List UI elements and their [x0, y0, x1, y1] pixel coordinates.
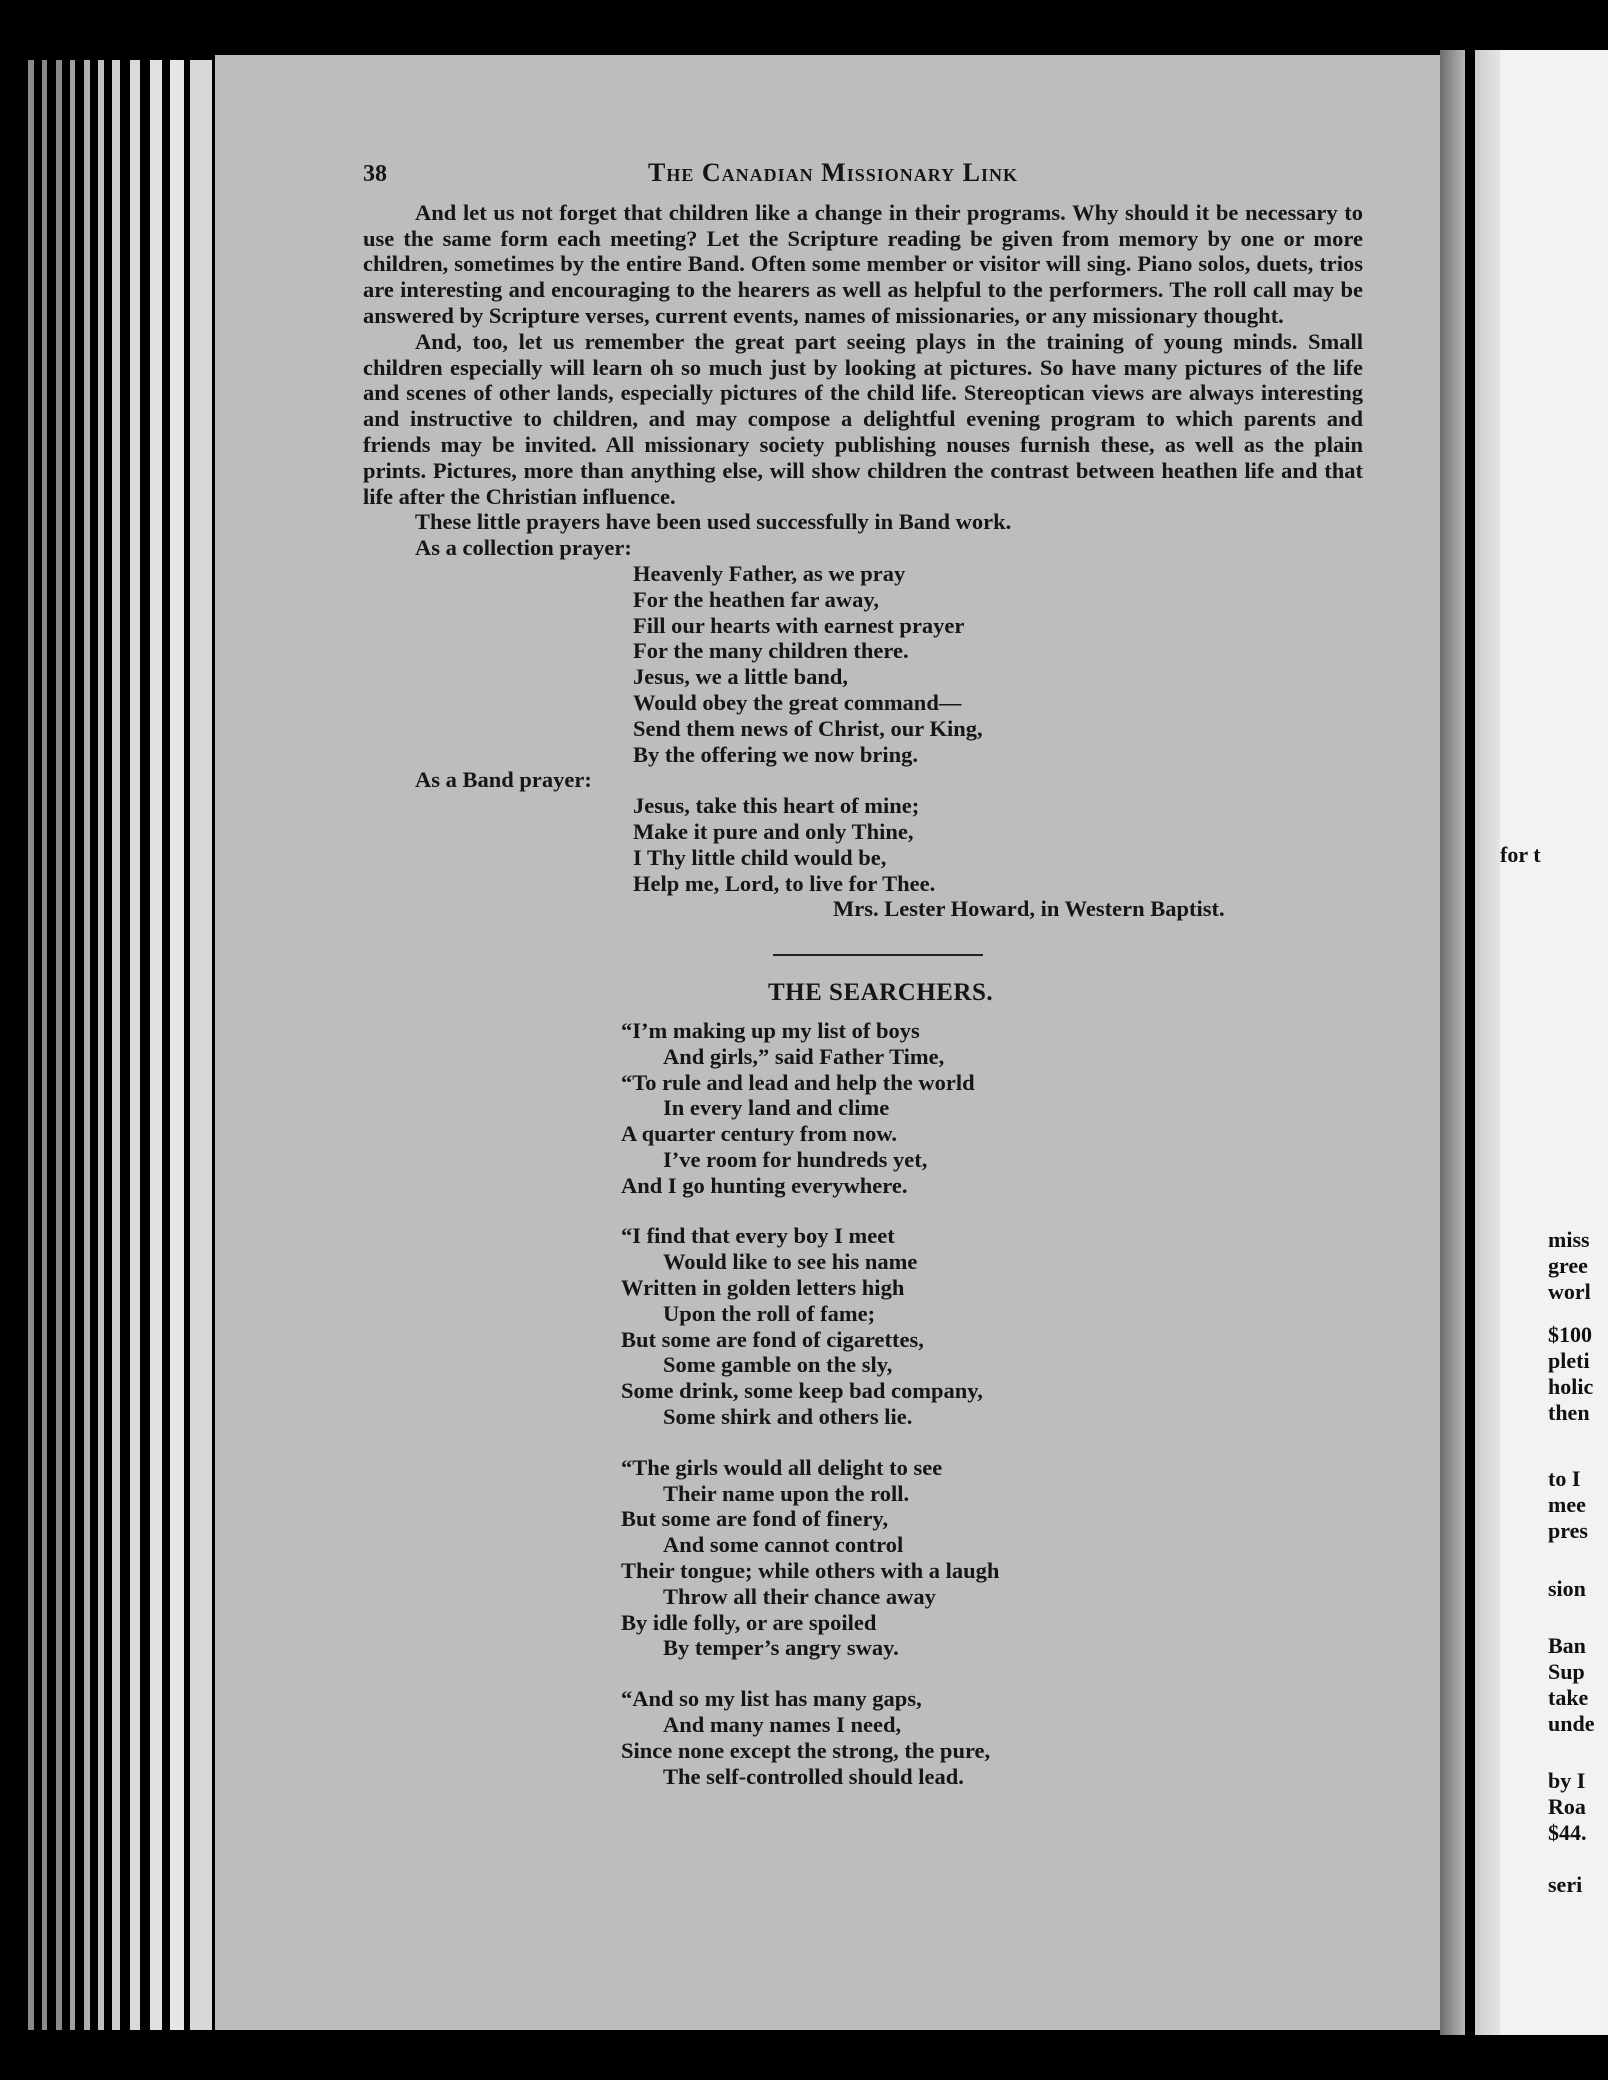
left-page [215, 55, 1450, 2030]
prayer-line: Would obey the great command— [633, 689, 962, 715]
page-number: 38 [363, 161, 387, 187]
poem-line: By temper’s angry sway. [663, 1635, 899, 1661]
poem-line: I’ve room for hundreds yet, [663, 1146, 928, 1172]
poem-line: The self-controlled should lead. [663, 1763, 964, 1789]
right-page-fragment: take [1548, 1685, 1589, 1710]
right-page-fragment: gree [1548, 1253, 1588, 1278]
poem-stanza [621, 1686, 1363, 1789]
poem-line: “The girls would all delight to see [621, 1454, 943, 1480]
poem-line: A quarter century from now. [621, 1121, 898, 1147]
poem-line: “I’m making up my list of boys [621, 1017, 920, 1043]
poem-body [621, 1018, 1363, 1790]
book-page-edges [0, 0, 230, 2080]
poem-line: Written in golden letters high [621, 1275, 905, 1301]
right-page-fragment: worl [1548, 1279, 1591, 1304]
band-prayer-intro: As a Band prayer: [415, 767, 592, 793]
prayer-line: I Thy little child would be, [633, 844, 887, 870]
right-page-fragment: sion [1548, 1576, 1586, 1601]
poem-line: Some shirk and others lie. [663, 1404, 913, 1430]
right-page-fragment: $100 [1548, 1322, 1592, 1347]
prayer-line: For the heathen far away, [633, 586, 880, 612]
prayer-line: By the offering we now bring. [633, 741, 918, 767]
prayer-line: Send them news of Christ, our King, [633, 715, 983, 741]
poem-line: Some drink, some keep bad company, [621, 1378, 983, 1404]
right-page-fragment: Ban [1548, 1633, 1586, 1658]
right-page-fragment: pleti [1548, 1348, 1590, 1373]
page-content [363, 160, 1363, 1814]
right-page-fragment: pres [1548, 1518, 1588, 1543]
poem-line: “And so my list has many gaps, [621, 1686, 922, 1712]
running-header [363, 160, 1363, 188]
running-title: The Canadian Missionary Link [648, 158, 1018, 187]
right-page-fragment: by I [1548, 1768, 1586, 1793]
prayer-line: Fill our hearts with earnest prayer [633, 612, 965, 638]
poem-line: Their tongue; while others with a laugh [621, 1558, 1000, 1584]
collection-prayer [633, 561, 1363, 767]
poem-line: “To rule and lead and help the world [621, 1069, 975, 1095]
poem-line: Throw all their chance away [663, 1583, 936, 1609]
poem-line: Some gamble on the sly, [663, 1352, 893, 1378]
poem-line: By idle folly, or are spoiled [621, 1609, 877, 1635]
right-page-fragment: for t [1500, 842, 1541, 867]
band-prayer [633, 793, 1363, 896]
right-page-fragment: then [1548, 1400, 1590, 1425]
right-page-fragment: Roa [1548, 1794, 1586, 1819]
prayer-line: Heavenly Father, as we pray [633, 560, 906, 586]
collection-prayer-intro: As a collection prayer: [415, 535, 632, 561]
prayer-line: Help me, Lord, to live for Thee. [633, 870, 936, 896]
poem-line: And I go hunting everywhere. [621, 1172, 908, 1198]
prayer-line: Jesus, take this heart of mine; [633, 793, 920, 819]
paragraph-programs: And let us not forget that children like a change in their programs. Why should it be necessary to use the same form each meeting? Let the Scripture reading be given from memory by one or more children, sometimes by the entire Band. Often some member or visitor will sing. Piano solos, duets, trios are interesting and encouraging to the hearers as well as helpful to the performers. The roll call may be answered by Scripture verses, current events, names of missionaries, or any missionary thought. [363, 199, 1363, 328]
right-page-edge [1500, 50, 1608, 2035]
right-page-fragment: miss [1548, 1227, 1590, 1252]
right-page-fragment: holic [1548, 1374, 1594, 1399]
poem-line: And girls,” said Father Time, [663, 1043, 945, 1069]
right-page-fragment: Sup [1548, 1659, 1585, 1684]
right-page-fragment: to I [1548, 1466, 1581, 1491]
poem-line: Their name upon the roll. [663, 1480, 910, 1506]
prayer-line: For the many children there. [633, 638, 909, 664]
poem-stanza [621, 1018, 1363, 1199]
right-page-fragment: seri [1548, 1872, 1583, 1897]
poem-line: But some are fond of finery, [621, 1506, 889, 1532]
poem-line: Since none except the strong, the pure, [621, 1737, 991, 1763]
right-page-fragment: mee [1548, 1492, 1586, 1517]
section-divider [773, 954, 983, 956]
poem-line: Would like to see his name [663, 1249, 918, 1275]
poem-line: “I find that every boy I meet [621, 1223, 895, 1249]
paragraph-pictures: And, too, let us remember the great part seeing plays in the training of young minds. Small children especially will learn oh so much just by looking at pictures. So have many pictures of the life and scenes of other lands, especially pictures of the child life. Stereoptican views are always interesting and instructive to children, and may compose a delightful evening program to which parents and friends may be invited. All missionary society publishing nouses furnish these, as well as the plain prints. Pictures, more than anything else, will show children the contrast between heathen life and that life after the Christian influence. [363, 328, 1363, 509]
prayer-line: Jesus, we a little band, [633, 664, 849, 690]
poem-line: But some are fond of cigarettes, [621, 1326, 924, 1352]
right-page-fragment: $44. [1548, 1820, 1587, 1845]
poem-line: And some cannot control [663, 1532, 904, 1558]
poem-title: THE SEARCHERS. [768, 979, 994, 1007]
prayer-line: Make it pure and only Thine, [633, 818, 914, 844]
poem-line: In every land and clime [663, 1095, 890, 1121]
poem-stanza [621, 1223, 1363, 1429]
attribution: Mrs. Lester Howard, in Western Baptist. [833, 896, 1225, 922]
poem-stanza [621, 1455, 1363, 1661]
paragraph-prayers-intro: These little prayers have been used successfully in Band work. [415, 509, 1012, 535]
poem-line: And many names I need, [663, 1712, 902, 1738]
poem-line: Upon the roll of fame; [663, 1300, 876, 1326]
gutter-shadow [1465, 50, 1475, 2035]
right-page-fragment: unde [1548, 1711, 1595, 1736]
